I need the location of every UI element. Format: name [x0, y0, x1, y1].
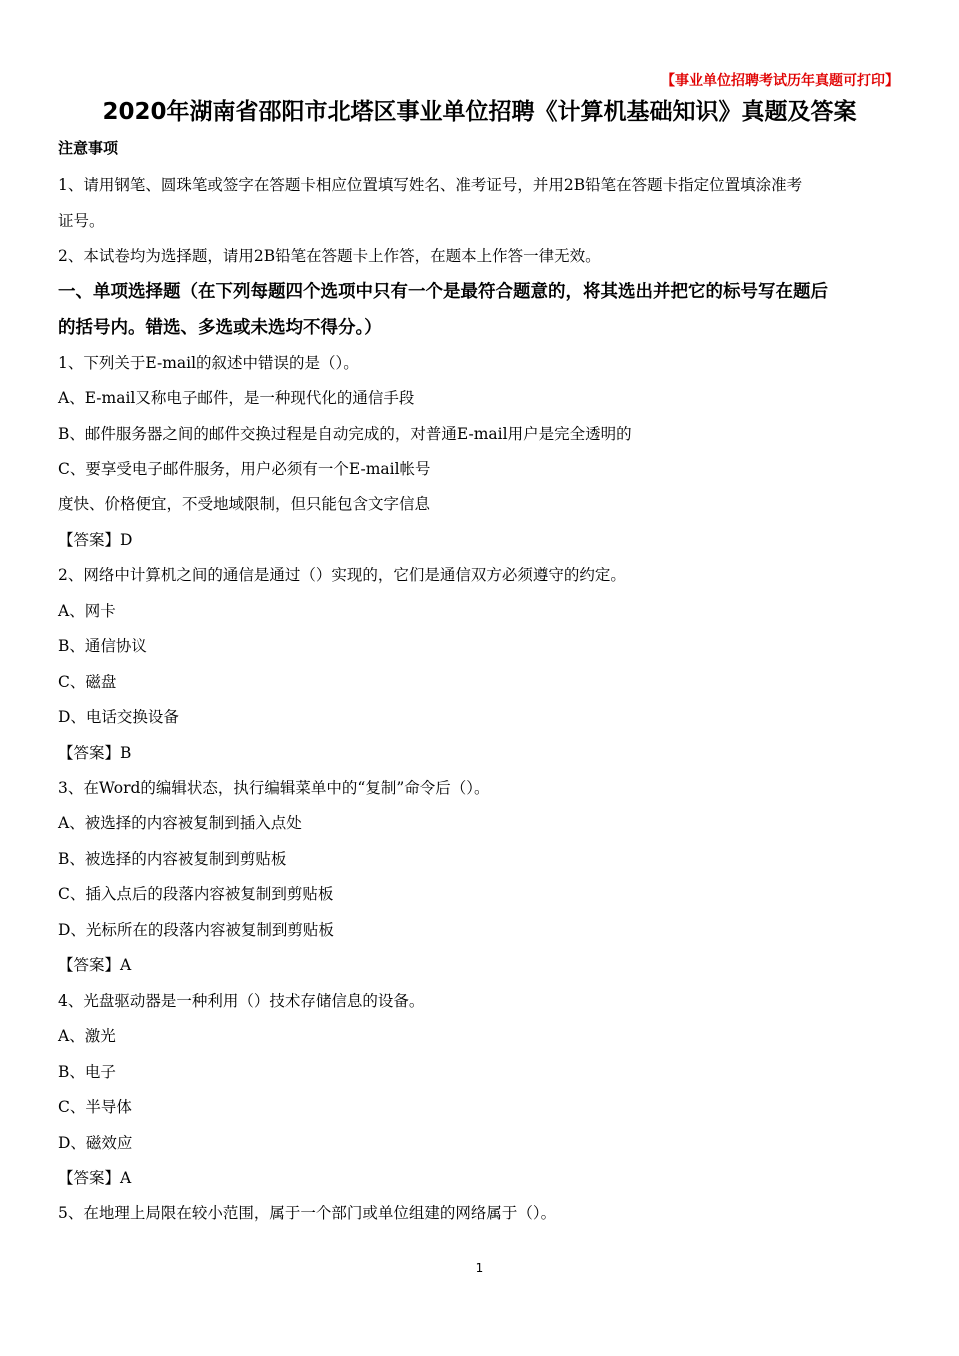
q1-option-b: B、邮件服务器之间的邮件交换过程是自动完成的，对普通E-mail用户是完全透明的: [58, 425, 632, 443]
page-number: 1: [475, 1261, 484, 1275]
q4-answer: 【答案】A: [58, 1169, 132, 1187]
q1-answer: 【答案】D: [58, 531, 133, 549]
page-title: 2020年湖南省邵阳市北塔区事业单位招聘《计算机基础知识》真题及答案: [102, 99, 857, 125]
q4-option-b: B、电子: [58, 1063, 116, 1081]
q3-option-d: D、光标所在的段落内容被复制到剪贴板: [58, 921, 334, 939]
question-5: 5、在地理上局限在较小范围，属于一个部门或单位组建的网络属于（）。: [58, 1204, 557, 1222]
q2-option-a: A、网卡: [58, 602, 116, 620]
section-heading: 一、单项选择题（在下列每题四个选项中只有一个是最符合题意的，将其选出并把它的标号写在题后: [58, 282, 828, 302]
notice-item-2: 2、本试卷均为选择题，请用2B铅笔在答题卡上作答，在题本上作答一律无效。: [58, 247, 601, 265]
notice-item-1: 1、请用钢笔、圆珠笔或签字在答题卡相应位置填写姓名、准考证号，并用2B铅笔在答题卡指定位置填涂准考: [58, 176, 803, 194]
question-2: 2、网络中计算机之间的通信是通过（）实现的，它们是通信双方必须遵守的约定。: [58, 566, 626, 584]
q2-option-c: C、磁盘: [58, 673, 117, 691]
question-3: 3、在Word的编辑状态，执行编辑菜单中的“复制”命令后（）。: [58, 779, 490, 797]
q3-answer: 【答案】A: [58, 956, 132, 974]
section-heading-cont: 的括号内。错选、多选或未选均不得分。）: [58, 318, 382, 338]
q2-option-d: D、电话交换设备: [58, 708, 179, 726]
notice-item-1-cont: 证号。: [58, 212, 105, 230]
q3-option-b: B、被选择的内容被复制到剪贴板: [58, 850, 287, 868]
q4-option-c: C、半导体: [58, 1098, 132, 1116]
q1-option-d: 度快、价格便宜，不受地域限制，但只能包含文字信息: [58, 495, 431, 513]
q3-option-a: A、被选择的内容被复制到插入点处: [58, 814, 302, 832]
q4-option-a: A、激光: [58, 1027, 116, 1045]
header-tag: 【事业单位招聘考试历年真题可打印】: [661, 73, 899, 89]
question-1: 1、下列关于E-mail的叙述中错误的是（）。: [58, 354, 359, 372]
q2-answer: 【答案】B: [58, 744, 132, 762]
notice-heading: 注意事项: [58, 139, 119, 157]
question-4: 4、光盘驱动器是一种利用（）技术存储信息的设备。: [58, 992, 425, 1010]
q1-option-c: C、要享受电子邮件服务，用户必须有一个E-mail帐号: [58, 460, 431, 478]
q4-option-d: D、磁效应: [58, 1134, 133, 1152]
q1-option-a: A、E-mail又称电子邮件，是一种现代化的通信手段: [58, 389, 415, 407]
q3-option-c: C、插入点后的段落内容被复制到剪贴板: [58, 885, 334, 903]
q2-option-b: B、通信协议: [58, 637, 147, 655]
